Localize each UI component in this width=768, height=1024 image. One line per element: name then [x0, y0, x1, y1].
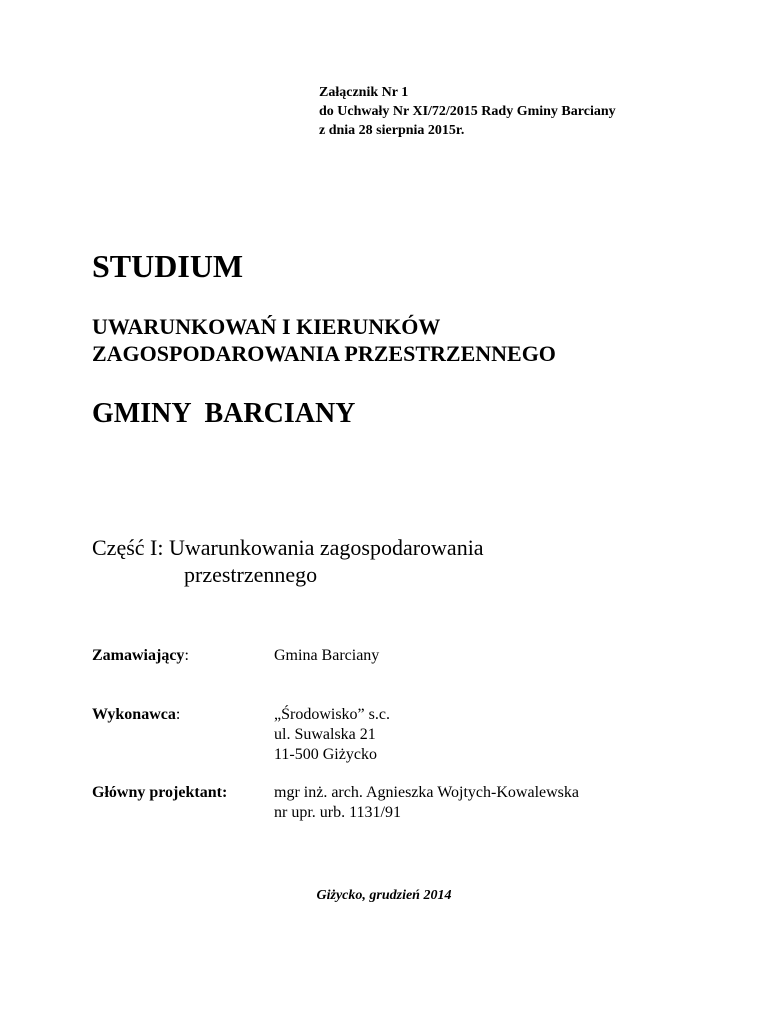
attachment-date: z dnia 28 sierpnia 2015r.: [319, 123, 465, 138]
attachment-note: [319, 83, 616, 140]
document-subtitle: [92, 313, 556, 367]
chief-designer-value: [274, 783, 579, 823]
contractor-city: 11-500 Giżycko: [274, 746, 377, 763]
part-heading-line-2: przestrzennego: [184, 562, 318, 587]
chief-designer-name: mgr inż. arch. Agnieszka Wojtych-Kowalewska: [274, 784, 579, 801]
contractor-label-text: Wykonawca: [92, 706, 176, 723]
municipality-title: GMINY BARCIANY: [92, 398, 356, 429]
subtitle-line-1: UWARUNKOWAŃ I KIERUNKÓW: [92, 314, 441, 339]
ordering-party-colon: :: [184, 647, 189, 664]
part-heading-line-1: Część I: Uwarunkowania zagospodarowania: [92, 535, 484, 560]
document-title: STUDIUM: [92, 248, 244, 284]
ordering-party-label-text: Zamawiający: [92, 647, 185, 664]
part-heading: [92, 534, 484, 588]
contractor-name: „Środowisko” s.c.: [274, 706, 390, 723]
subtitle-line-2: ZAGOSPODAROWANIA PRZESTRZENNEGO: [92, 341, 556, 366]
place-and-date-text: Giżycko, grudzień 2014: [316, 888, 452, 903]
contractor-colon: :: [175, 706, 181, 723]
place-and-date: [0, 887, 768, 905]
contractor-value: [274, 705, 390, 765]
contractor-label: [92, 705, 180, 725]
attachment-number: Załącznik Nr 1: [319, 85, 409, 100]
ordering-party-label: [92, 646, 189, 666]
attachment-resolution: do Uchwały Nr XI/72/2015 Rady Gminy Barciany: [319, 104, 616, 119]
chief-designer-license: nr upr. urb. 1131/91: [274, 804, 401, 821]
chief-designer-label: Główny projektant:: [92, 784, 228, 801]
contractor-street: ul. Suwalska 21: [274, 726, 376, 743]
ordering-party-value: Gmina Barciany: [274, 647, 380, 664]
